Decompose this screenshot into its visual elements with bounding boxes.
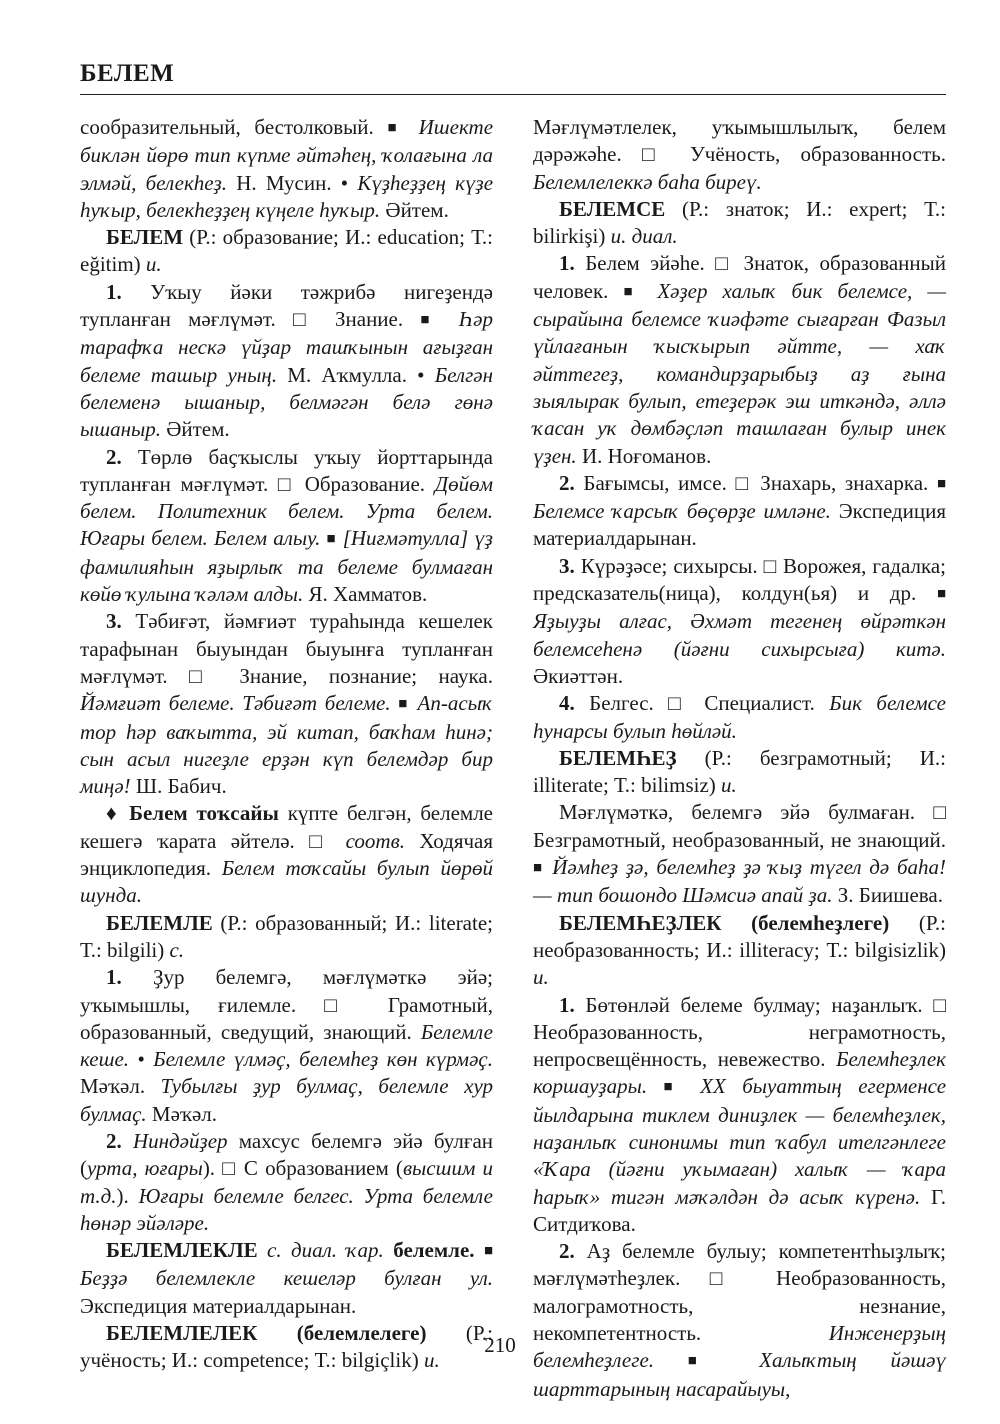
dictionary-paragraph bbox=[533, 799, 946, 909]
entry-text: • bbox=[129, 1047, 154, 1072]
entry-text: ♦ bbox=[106, 801, 130, 826]
entry-text: □ bbox=[189, 663, 218, 688]
entry-text: И. Ноғоманов. bbox=[576, 443, 712, 468]
running-head: БЕЛЕМ bbox=[80, 60, 175, 87]
entry-text: (Р.: знаток; И.: expert; Т.: bilirkişi) bbox=[533, 196, 946, 249]
example-text: [Ниғмәтулла] үҙ фамилияһын яҙырлыҡ та белеме булмаған көйө ҡулына ҡәләм алды. bbox=[80, 526, 493, 607]
entry-headword: БЕЛЕМ bbox=[106, 225, 184, 250]
dictionary-paragraph bbox=[80, 800, 493, 909]
entry-headword: 4. bbox=[559, 691, 575, 716]
entry-text: Учёность, образованность. bbox=[669, 142, 946, 167]
entry-text: Мәғлүмәткә, белемгә эйә булмаған. bbox=[559, 800, 934, 825]
dictionary-paragraph bbox=[533, 1238, 946, 1403]
example-text: Белгән белеменә ышаныр, белмәгән белә гөнә ышаныр. bbox=[80, 362, 494, 442]
entry-text: □ bbox=[709, 1266, 747, 1291]
example-text: Белемле кеше. bbox=[80, 1019, 493, 1072]
example-text: Халыҡтың йәшәү шарттарының насарайыуы, bbox=[533, 1348, 946, 1401]
dictionary-paragraph bbox=[533, 250, 946, 469]
entry-text: Тәбиғәт, йәмғиәт тураһында кешелек тарафынан быуындан быуынға тупланған мәғлүмәт. bbox=[80, 609, 493, 688]
example-text: соотв. bbox=[345, 828, 405, 853]
entry-text: (Р.: учёность; И.: competence; Т.: bilgiçlik) bbox=[80, 1321, 493, 1373]
entry-text: □ bbox=[735, 470, 752, 495]
entry-headword: БЕЛЕМҺЕҘ bbox=[559, 745, 677, 770]
entry-headword: БЕЛЕМЛЕКЛЕ bbox=[106, 1238, 258, 1263]
dictionary-paragraph bbox=[80, 1237, 493, 1320]
entry-text: ■ bbox=[398, 696, 410, 713]
entry-text: □ bbox=[293, 307, 318, 332]
entry-text: Ворожея, гадалка; предсказатель(ница), колдун(ья) и др. bbox=[533, 553, 947, 606]
entry-headword: 3. bbox=[559, 553, 575, 578]
entry-text: ). bbox=[116, 1183, 139, 1208]
entry-text: Мәғлүмәтлелек, уҡымышлылыҡ, белем дәрәжәһе. bbox=[533, 115, 946, 167]
left-column bbox=[80, 114, 493, 1375]
dictionary-paragraph bbox=[80, 224, 493, 279]
entry-headword: 2. bbox=[106, 1128, 122, 1153]
entry-text: М. Аҡмулла. • bbox=[277, 362, 435, 387]
page-number: 210 bbox=[484, 1333, 516, 1357]
example-text: Белемлелеккә баһа биреү. bbox=[533, 169, 762, 194]
entry-text: □ bbox=[641, 142, 670, 167]
entry-headword: 2. bbox=[559, 1239, 575, 1264]
example-text: XX быуаттың егерменсе йылдарына тиклем диниҙлек — белемһеҙлек, наҙанлыҡ синонимы тип ҡабул ителгәнлеге «Ҡара (йәғни уҡымаған) халыҡ — ҡара һарыҡ» тигән мәҡәлдән дә асыҡ күренә. bbox=[533, 1074, 947, 1209]
entry-text: Мәҡәл. bbox=[80, 1074, 161, 1099]
entry-text: ■ bbox=[663, 1079, 684, 1096]
entry-headword: Белем тоҡсайы bbox=[129, 801, 279, 826]
example-text: Бик белемсе һунарсы булып һөйләй. bbox=[533, 691, 946, 743]
entry-headword: 1. bbox=[106, 279, 122, 304]
entry-text: Күрәҙәсе; сихырсы. bbox=[574, 553, 764, 578]
entry-text: Знание, познание; наука. bbox=[217, 663, 493, 688]
dictionary-paragraph bbox=[80, 910, 493, 965]
entry-text: Ш. Бабич. bbox=[130, 774, 227, 799]
entry-text: □ bbox=[309, 828, 332, 853]
dictionary-paragraph bbox=[533, 553, 946, 690]
entry-text: Н. Мусин. • bbox=[227, 170, 358, 195]
entry-text: ■ bbox=[420, 312, 442, 329]
entry-text: ■ bbox=[387, 120, 405, 136]
entry-text: □ bbox=[763, 553, 778, 578]
entry-text: (Р.: безграмотный; И.: illiterate; Т.: bilimsiz) bbox=[533, 745, 946, 798]
entry-text bbox=[475, 1238, 484, 1262]
example-text: и. диал. bbox=[610, 224, 678, 249]
entry-text: Я. Хамматов. bbox=[303, 582, 428, 607]
entry-text: Бағымсы, имсе. bbox=[574, 470, 736, 495]
dictionary-paragraph bbox=[80, 964, 493, 1128]
entry-text: сообразительный, бестолковый. bbox=[80, 115, 388, 139]
entry-text: □ bbox=[324, 992, 360, 1017]
entry-headword: 1. bbox=[559, 992, 575, 1017]
example-text: с. диал. ҡар. bbox=[267, 1238, 384, 1263]
entry-text: Ҙур белемгә, мәғлүмәткә эйә; уҡымышлы, ғилемле. bbox=[80, 965, 493, 1017]
entry-headword: БЕЛЕМСЕ bbox=[559, 196, 666, 221]
entry-text: Аҙ белемле булыу; компетентһыҙлыҡ; мәғлүмәтһеҙлек. bbox=[533, 1239, 946, 1291]
dictionary-paragraph bbox=[533, 745, 946, 800]
example-text: Беҙҙә белемлекле кешеләр булған ул. bbox=[80, 1266, 493, 1291]
entry-text: ). bbox=[202, 1156, 223, 1181]
entry-text: ■ bbox=[687, 1353, 726, 1370]
entry-text: ■ bbox=[326, 531, 337, 548]
entry-text: □ bbox=[277, 471, 296, 496]
example-text: с. bbox=[169, 937, 185, 962]
entry-headword: 3. bbox=[106, 609, 122, 634]
dictionary-paragraph bbox=[533, 114, 946, 196]
entry-text: Знание. bbox=[317, 307, 421, 332]
entry-text: З. Биишева. bbox=[832, 883, 943, 908]
entry-text: Төрлө баҫҡыслы уҡыу йорттарында тупланған мәғлүмәт. bbox=[80, 444, 493, 496]
entry-text: ■ bbox=[623, 283, 643, 300]
example-text: Белем тоҡсайы булып йөрөй шунда. bbox=[80, 856, 493, 908]
entry-text bbox=[258, 1238, 267, 1262]
example-text: Һәр тарафҡа нескә үйҙар ташҡынын ағыҙған белеме ташыр уның. bbox=[80, 307, 493, 387]
entry-text: Знахарь, знахарка. bbox=[751, 470, 937, 495]
example-text: урта, юғары bbox=[87, 1156, 203, 1181]
example-text: Тубылғы ҙур булмаҫ, белемле хур булмаҫ. bbox=[80, 1074, 493, 1126]
dictionary-paragraph bbox=[80, 1128, 493, 1237]
example-text: Йәмғиәт белеме. Тәбиғәт белеме. bbox=[80, 691, 391, 716]
entry-text bbox=[647, 1074, 663, 1098]
entry-text: Әйтем. bbox=[380, 197, 449, 222]
entry-text: ■ bbox=[936, 586, 946, 603]
example-text: Инженерҙың белемһеҙлеге. bbox=[533, 1321, 946, 1373]
entry-headword: БЕЛЕМҺЕҘЛЕК (белемһеҙлеге) bbox=[559, 910, 890, 935]
example-text: Ишекте биклән йөрө тип күпме әйтәһең, ҡолағына ла элмәй, белекһеҙ. bbox=[80, 115, 494, 195]
entry-text: (Р.: необразованность; И.: illiteracy; Т.: bilgisizlik) bbox=[533, 910, 946, 962]
entry-headword: 1. bbox=[559, 251, 575, 276]
entry-text: Бөтөнләй белеме булмау; наҙанлыҡ. bbox=[574, 992, 934, 1017]
example-text: Юғары белемле белгес. Урта белемле һөнәр эйәләре. bbox=[80, 1183, 494, 1235]
dictionary-paragraph bbox=[533, 910, 946, 992]
example-text: высшим и т.д. bbox=[80, 1156, 493, 1208]
entry-text bbox=[331, 829, 345, 853]
entry-text: Образование. bbox=[295, 471, 435, 496]
entry-text: □ bbox=[933, 992, 946, 1017]
entry-headword: 1. bbox=[106, 965, 122, 990]
entry-text: Әйтем. bbox=[160, 417, 230, 442]
entry-text: күпте белгән, белемле кешегә ҡарата әйтелә. bbox=[80, 801, 493, 853]
entry-text: С образованием ( bbox=[236, 1156, 403, 1181]
dictionary-paragraph bbox=[80, 279, 493, 444]
entry-text: Белгес. bbox=[574, 691, 669, 716]
example-text: Белемле үлмәҫ, белемһеҙ көн күрмәҫ. bbox=[153, 1047, 493, 1072]
dictionary-paragraph bbox=[533, 470, 946, 553]
entry-text: Ходячая энциклопедия. bbox=[80, 828, 494, 881]
dictionary-paragraph bbox=[533, 992, 946, 1239]
entry-text: Әкиәттән. bbox=[533, 663, 624, 688]
dictionary-paragraph bbox=[80, 608, 493, 800]
example-text: Ап-асыҡ тор һәр ваҡытта, эй китап, баҡһам һинә; сын асыл нигеҙле ерҙән күп белемдәр бир миңә! bbox=[80, 691, 493, 799]
example-text: Яҙыуҙы алғас, Әхмәт тегенең өйрәткән белемсеһенә (йәғни сихырсыға) китә. bbox=[533, 609, 946, 661]
entry-text: Специалист. bbox=[690, 691, 830, 716]
dictionary-paragraph bbox=[533, 196, 946, 251]
entry-text: ■ bbox=[936, 475, 947, 492]
entry-text: (Р.: образование; И.: education; Т.: eğitim) bbox=[80, 225, 493, 277]
entry-text: (Р.: образованный; И.: literate; Т.: bilgili) bbox=[80, 910, 493, 962]
entry-headword: 2. bbox=[559, 470, 575, 495]
dictionary-paragraph bbox=[533, 690, 946, 745]
example-text: и. bbox=[145, 252, 162, 277]
entry-headword: 2. bbox=[106, 444, 122, 469]
example-text: и. bbox=[533, 965, 549, 990]
dictionary-paragraph bbox=[80, 114, 493, 224]
example-text: Күҙһеҙҙең күҙе һуҡыр, белекһеҙҙең күңеле һуҡыр. bbox=[80, 170, 494, 222]
entry-text: □ bbox=[933, 800, 946, 825]
example-text: Дөйөм белем. Политехник белем. Урта белем. Юғары белем. Белем алыу. bbox=[80, 471, 494, 551]
entry-text: Экспедиция материалдарынан. bbox=[533, 499, 946, 551]
example-text: Белемсе ҡарсыҡ бөҫөрҙе имләне. bbox=[533, 499, 831, 524]
header-rule bbox=[80, 94, 946, 95]
right-column bbox=[533, 114, 946, 1403]
entry-text: Грамотный, образованный, сведущий, знающий. bbox=[80, 992, 493, 1044]
entry-text: махсус белемгә эйә булған ( bbox=[80, 1128, 494, 1181]
entry-text: □ bbox=[668, 691, 691, 716]
entry-headword: БЕЛЕМЛЕ bbox=[106, 910, 213, 935]
example-text: Хәҙер халыҡ бик белемсе, — сырайына белемсе ҡиәфәте сығарған Фазыл үйлағанын ҡысҡырып әйтте, — хаҡ әйттегеҙ, командирҙарыбыҙ аҙ ғына зыялырак булып, етеҙерәк эш иткәндә, әллә ҡасан уҡ дөмбәҫләп ташлаған булыр инек үҙен. bbox=[533, 278, 946, 468]
entry-text: Необразованность, неграмотность, непросвещённость, невежество. bbox=[533, 1019, 946, 1072]
entry-headword: БЕЛЕМЛЕЛЕК (белемлелеге) bbox=[106, 1321, 427, 1346]
entry-text: Необразованность, малограмотность, незнание, некомпетентность. bbox=[533, 1266, 947, 1346]
entry-text: Мәҡәл. bbox=[146, 1101, 218, 1126]
entry-text: Уҡыу йәки тәжрибә нигеҙендә тупланған мәғлүмәт. bbox=[80, 279, 493, 332]
entry-text: Безграмотный, необразованный, не знающий. bbox=[533, 827, 946, 852]
entry-text bbox=[122, 1129, 133, 1153]
entry-text: Экспедиция материалдарынан. bbox=[80, 1293, 357, 1318]
example-text: и. bbox=[721, 773, 737, 798]
entry-headword: белемле. bbox=[393, 1238, 475, 1263]
entry-text: □ bbox=[715, 251, 734, 276]
example-text: Йәмһеҙ ҙә, белемһеҙ ҙә ҡыҙ түгел дә баһа! — тип бошондо Шәмсиә апай ҙа. bbox=[533, 855, 946, 908]
entry-text: Знаток, образованный человек. bbox=[533, 251, 946, 303]
example-text: Ниндәйҙер bbox=[132, 1128, 228, 1153]
example-text: Белемһеҙлек коршауҙары. bbox=[533, 1047, 946, 1099]
entry-text bbox=[384, 1238, 393, 1262]
dictionary-paragraph bbox=[80, 444, 493, 609]
entry-text: ■ bbox=[483, 1243, 494, 1260]
entry-text: Белем эйәһе. bbox=[574, 251, 716, 276]
entry-text: ■ bbox=[533, 860, 545, 877]
entry-text: Г. Ситдиҡова. bbox=[533, 1184, 946, 1236]
entry-text: □ bbox=[222, 1156, 237, 1181]
example-text: и. bbox=[423, 1348, 440, 1373]
